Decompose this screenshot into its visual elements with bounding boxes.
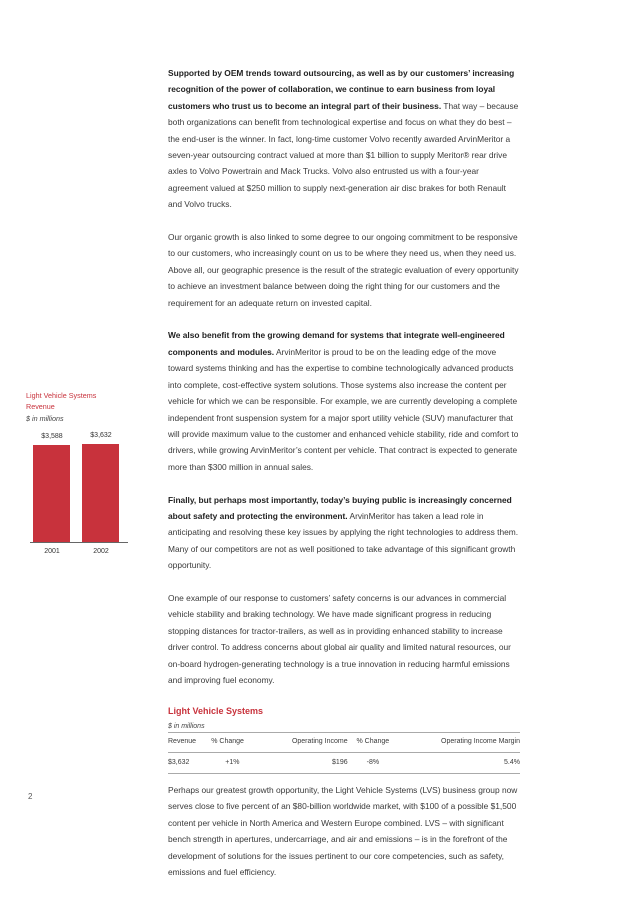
sidebar-chart-caption bbox=[26, 390, 144, 424]
paragraph-body: One example of our response to customers’ safety concerns is our advances in commercial vehicle stability and braking technology. We have made significant progress in reducing stopping distances for tractor-trailers, as well as in providing enhanced stability to increase driver control. To address concerns about global air quality and limited natural resources, our on-board hydrogen-generating technology is a true innovation in reducing harmful emissions and improving fuel economy. bbox=[168, 592, 511, 685]
cell-revenue: $3,632 bbox=[168, 752, 211, 773]
paragraph-3 bbox=[168, 327, 520, 475]
header-change: % Change bbox=[211, 733, 261, 752]
bar-label-2002: $3,632 bbox=[90, 431, 112, 439]
x-axis bbox=[30, 542, 128, 543]
paragraph-body: ArvinMeritor is proud to be on the leading edge of the move toward systems thinking and has the expertise to combine technologically advanced products into complete, cost-effective system solutions. Those systems also increase the content per vehicle for which we can be responsible. For example, we are currently developing a complete independent front suspension system for a major sport utility vehicle (SUV) manufacturer that will provide maximum value to the customer and enhanced vehicle stability, ride and comfort to drivers, while growing ArvinMeritor’s content per vehicle. That contract is expected to generate more than $300 million in annual sales. bbox=[168, 346, 519, 472]
table-header-row bbox=[168, 733, 520, 752]
paragraph-1 bbox=[168, 65, 520, 213]
section-title: Light Vehicle Systems bbox=[168, 705, 264, 716]
financial-table bbox=[168, 732, 520, 774]
section-units: $ in millions bbox=[168, 723, 205, 731]
x-tick-2002: 2002 bbox=[93, 548, 109, 555]
main-text-column bbox=[168, 65, 520, 897]
cell-change-2: -8% bbox=[348, 752, 398, 773]
header-margin: Operating Income Margin bbox=[398, 733, 520, 752]
paragraph-body: Our organic growth is also linked to some degree to our ongoing commitment to be responsive to our customers, who increasingly count on us to be where they need us, when they need us. Above all, our geographic presence is the result of the strategic evaluation of every opportunity to achieve an investment balance between doing the right thing for our customers and the requirement for an adequate return on invested capital. bbox=[168, 232, 519, 308]
paragraph-5 bbox=[168, 590, 520, 688]
cell-operating-income: $196 bbox=[262, 752, 348, 773]
cell-change: +1% bbox=[211, 752, 261, 773]
bar-2002 bbox=[82, 444, 119, 542]
header-revenue: Revenue bbox=[168, 733, 211, 752]
bar-label-2001: $3,588 bbox=[41, 433, 63, 441]
paragraph-lead: Supported by OEM trends toward outsourcing, as well as by our customers’ increasing recognition of the power of collaboration, we continue to earn business from loyal customers who trust us to become an integral part of their business. bbox=[168, 68, 515, 111]
paragraph-2 bbox=[168, 229, 520, 311]
paragraph-4 bbox=[168, 492, 520, 574]
revenue-bar-chart bbox=[30, 428, 130, 558]
sidebar-title-2: Revenue bbox=[26, 402, 55, 411]
bar-2001 bbox=[33, 445, 70, 542]
cell-margin: 5.4% bbox=[398, 752, 520, 773]
x-tick-2001: 2001 bbox=[44, 548, 60, 555]
page-number: 2 bbox=[28, 792, 33, 801]
table-row bbox=[168, 752, 520, 773]
closing-paragraph: Perhaps our greatest growth opportunity, the Light Vehicle Systems (LVS) business group now serves close to five percent of an $80-billion worldwide market, with $100 of a possible $1,500 content per vehicle in North America and Western Europe combined. LVS – with significant bench strength in apertures, undercarriage, and air and emissions – is in the forefront of the development of solutions for the issues pertinent to our core competencies, such as safety, emissions and fuel efficiency. bbox=[168, 784, 518, 878]
header-change-2: % Change bbox=[348, 733, 398, 752]
sidebar-units: $ in millions bbox=[26, 414, 64, 423]
sidebar-title-1: Light Vehicle Systems bbox=[26, 391, 97, 400]
paragraph-body: ArvinMeritor has taken a lead role in anticipating and resolving these key issues by applying the right technologies to address them. Many of our competitors are not as well positioned to take advantage of this significant growth opportunity. bbox=[168, 510, 519, 571]
paragraph-lead: Finally, but perhaps most importantly, today’s buying public is increasingly concerned about safety and protecting the environment. bbox=[168, 494, 512, 521]
paragraph-lead: We also benefit from the growing demand for systems that integrate well-engineered components and modules. bbox=[168, 330, 505, 357]
header-operating-income: Operating Income bbox=[262, 733, 348, 752]
paragraph-body: That way – because both organizations can benefit from technological expertise and focus on what they do best – the end-user is the winner. In fact, long-time customer Volvo recently awarded ArvinMeritor a seven-year outsourcing contract valued at more than $1 billion to supply Meritor® rear drive axles to Volvo Powertrain and Mack Trucks. Volvo also entrusted us with a four-year agreement valued at $250 million to supply next-generation air disc brakes for both Renault and Volvo trucks. bbox=[168, 100, 519, 210]
